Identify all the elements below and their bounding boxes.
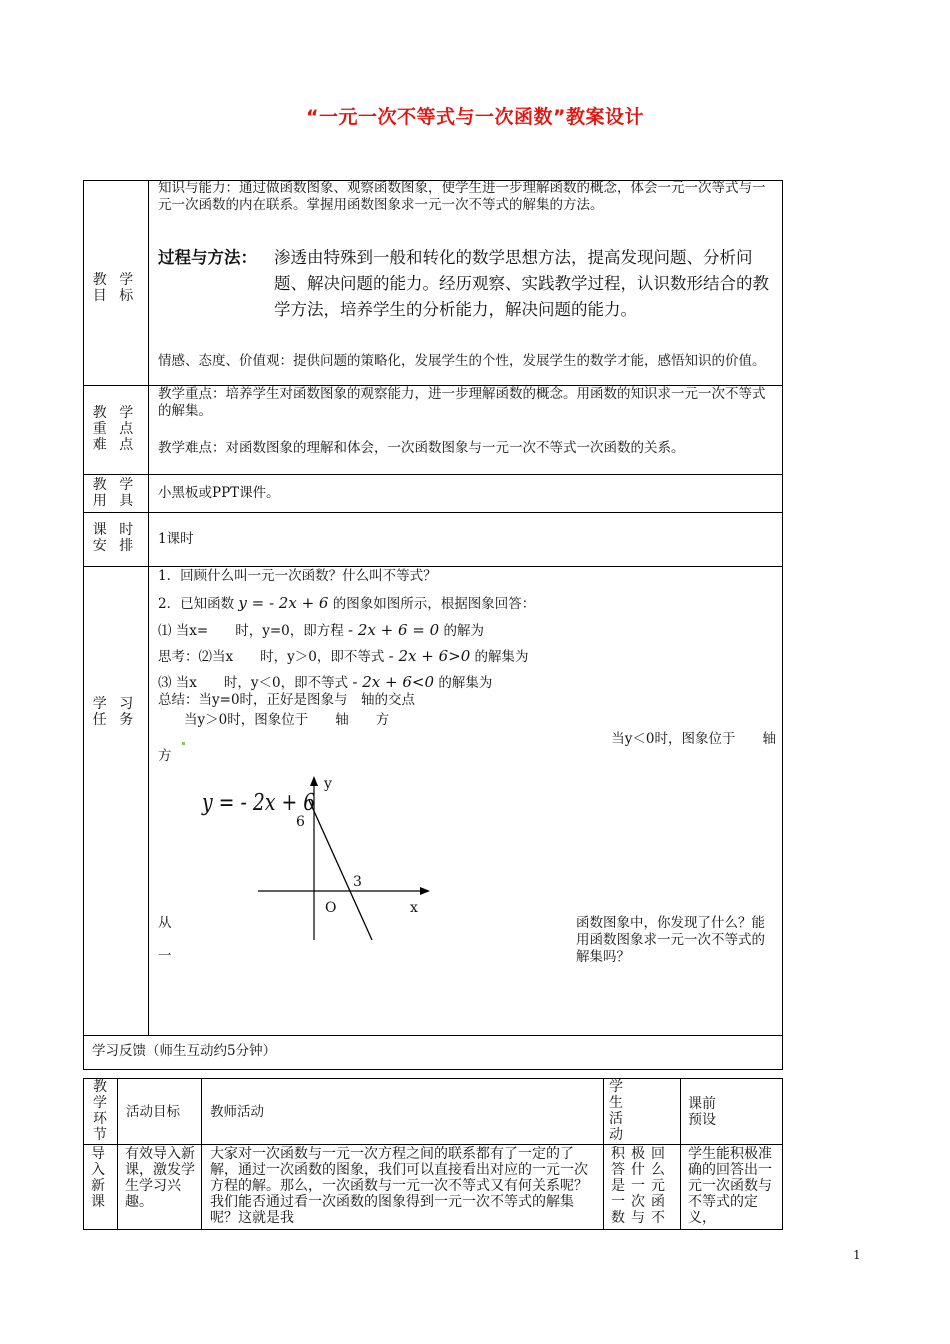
y-axis-arrow: [310, 776, 318, 786]
keypoints-label: 教 学 重 点 难 点: [92, 405, 138, 453]
schedule-label: 课 时 安 排: [92, 522, 138, 554]
graph-tick-6: 6: [296, 814, 305, 830]
x-axis-arrow: [420, 887, 430, 895]
row-divider: [83, 512, 783, 513]
objective-process-text: 渗透由特殊到一般和转化的数学思想方法，提高发现问题、分析问题、解决问题的能力。经历观察、实践教学过程，认识数形结合的教学方法，培养学生的分析能力，解决问题的能力。: [274, 248, 769, 319]
task-question-1: 1．回顾什么叫一元一次函数？什么叫不等式？: [158, 568, 437, 584]
activity-col-divider: [201, 1078, 202, 1230]
graph-tick-3: 3: [353, 874, 362, 890]
label-column-divider: [148, 180, 149, 1035]
header-preset: 课前预设: [688, 1096, 716, 1128]
graph-y-label: y: [324, 776, 332, 792]
tools-label: 教 学 用 具: [92, 477, 138, 509]
header-teacher: 教师活动: [210, 1104, 264, 1120]
decorative-dot: [182, 742, 185, 745]
tasks-label: 学 习 任 务: [92, 696, 138, 728]
task-question-3: ⑴ 当x= 时，y=0，即方程 - 2x + 6 = 0 的解为: [158, 621, 484, 639]
inequality-lt-formula: - 2x + 6<0: [352, 673, 435, 691]
activity-col-divider: [680, 1078, 681, 1230]
task-summary-3: 当y＜0时，图象位于 轴: [611, 731, 776, 747]
teaching-difficulty: 教学难点：对函数图象的理解和体会，一次函数图象与一元一次不等式一次函数的关系。: [158, 440, 685, 456]
row-preset: 学生能积极准确的回答出一元一次函数与不等式的定义，: [688, 1146, 772, 1226]
objective-knowledge: 知识与能力：通过做函数图象、观察函数图象，使学生进一步理解函数的概念，体会一元一次等式与一元一次函数的内在联系。掌握用函数图象求一元一次不等式的解集的方法。: [158, 180, 766, 213]
row-divider: [83, 474, 783, 475]
row-teacher: 大家对一次函数与一元一次方程之间的联系都有了一定的了解，通过一次函数的图象，我们可以直接看出对应的一元一次方程的解。那么，一次函数与一元一次不等式又有何关系呢？我们能否通过看一次函数的图象得到一元一次不等式的解集呢？这就是我: [210, 1146, 588, 1226]
graph-formula-label: y = - 2x + 6: [202, 790, 316, 816]
graph-origin-label: O: [325, 900, 337, 916]
page-title: “一元一次不等式与一次函数”教案设计: [306, 106, 644, 128]
teaching-tools: 小黑板或PPT课件。: [158, 485, 280, 501]
task-question-5: ⑶ 当x 时，y＜0，即不等式 - 2x + 6<0 的解集为: [158, 673, 493, 691]
row-goal: 有效导入新课，激发学生学习兴趣。: [125, 1146, 195, 1210]
objectives-label: 教 学 目 标: [92, 272, 138, 304]
task-question-4: 思考：⑵当x 时，y＞0，即不等式 - 2x + 6>0 的解集为: [158, 647, 529, 665]
lesson-schedule: 1课时: [158, 531, 194, 547]
function-formula: y = - 2x + 6: [238, 594, 329, 612]
equation-formula: - 2x + 6 = 0: [348, 621, 440, 639]
objective-emotion: 情感、态度、价值观：提供问题的策略化，发展学生的个性，发展学生的数学才能，感悟知识的价值。: [158, 353, 766, 369]
row-divider: [83, 566, 783, 567]
task-summary-1: 总结：当y=0时，正好是图象与 轴的交点: [158, 692, 416, 708]
activity-col-divider: [117, 1078, 118, 1230]
task-from-text-2: 一: [158, 948, 172, 964]
activity-header-divider: [83, 1144, 783, 1145]
task-summary-2: 当y＞0时，图象位于 轴 方: [184, 712, 390, 728]
inequality-gt-formula: - 2x + 6>0: [388, 647, 471, 665]
function-graph: [190, 770, 450, 950]
header-goal: 活动目标: [126, 1104, 180, 1120]
feedback-text: 学习反馈（师生互动约5分钟）: [92, 1043, 277, 1059]
row-divider: [83, 1035, 783, 1036]
task-question-2: 2．已知函数 y = - 2x + 6 的图象如图所示，根据图象回答：: [158, 594, 536, 612]
graph-x-label: x: [410, 900, 418, 916]
activity-col-divider: [603, 1078, 604, 1230]
task-question-right: 函数图象中，你发现了什么？能用函数图象求一元一次不等式的解集吗？: [576, 915, 765, 965]
objective-process-label: 过程与方法：: [158, 248, 257, 267]
function-line: [309, 800, 372, 940]
task-from-text: 从: [158, 915, 172, 931]
row-student: 积极回答什么是一元一次函数与不: [611, 1146, 671, 1226]
header-student: 学生活动: [609, 1079, 623, 1143]
row-stage: 导入新课: [91, 1146, 105, 1210]
task-summary-3-tail: 方: [158, 748, 172, 764]
page-number: 1: [853, 1248, 861, 1262]
teaching-focus: 教学重点：培养学生对函数图象的观察能力，进一步理解函数的概念。用函数的知识求一元一次不等式的解集。: [158, 386, 766, 419]
header-stage: 教学环节: [93, 1079, 107, 1143]
